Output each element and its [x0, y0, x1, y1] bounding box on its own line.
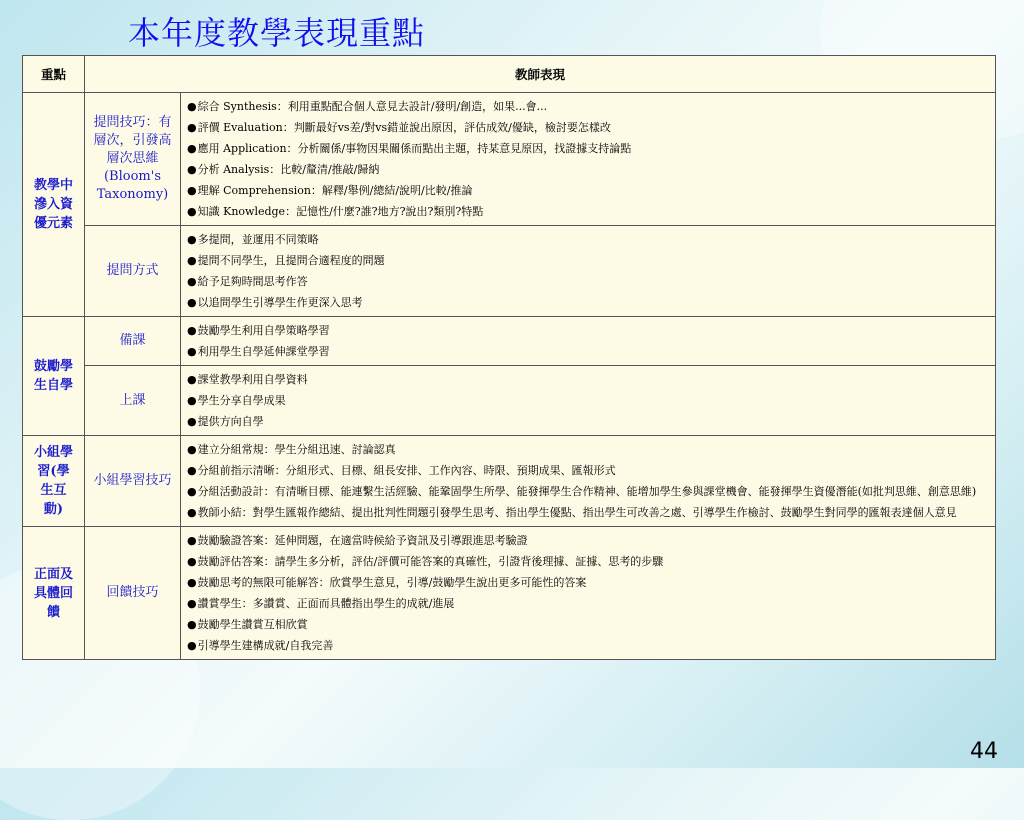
list-item [187, 99, 989, 114]
table-row [23, 366, 996, 436]
list-item [187, 617, 989, 632]
category-label: 小組學習(學生互動) [33, 445, 73, 517]
bullet-icon: ● [187, 639, 197, 652]
subcategory-cell: 備課 [85, 317, 181, 366]
list-item-text: 教師小結：對學生匯報作總結、提出批判性問題引發學生思考、指出學生優點、指出學生可改善之處、引導學生作檢討、鼓勵學生對同學的匯報表達個人意見 [197, 506, 957, 519]
bullet-icon: ● [187, 394, 197, 407]
list-item [187, 295, 989, 310]
list-item-text: 評價 Evaluation：判斷最好vs差/對vs錯並說出原因，評估成效/優缺，檢討要怎樣改 [197, 121, 611, 134]
bullet-icon: ● [187, 121, 197, 134]
list-item [187, 204, 989, 219]
table-row [23, 93, 996, 226]
list-item-text: 應用 Application：分析關係/事物因果關係而點出主題，持某意見原因，找證據支持論點 [197, 142, 632, 155]
list-item-text: 給予足夠時間思考作答 [197, 275, 308, 288]
header-teacher-performance: 教師表現 [85, 56, 996, 93]
list-item-text: 分組活動設計：有清晰目標、能連繫生活經驗、能鞏固學生所學、能發揮學生合作精神、能增加學生參與課堂機會、能發揮學生資優潛能(如批判思維、創意思維) [197, 485, 977, 498]
performance-items-cell [181, 93, 996, 226]
list-item-text: 提供方向自學 [197, 415, 264, 428]
bullet-icon: ● [187, 345, 197, 358]
page-number: 44 [970, 739, 998, 764]
bullet-icon: ● [187, 205, 197, 218]
bullet-icon: ● [187, 324, 197, 337]
category-label: 教學中滲入資優元素 [33, 178, 73, 231]
table-row [23, 436, 996, 527]
list-item-text: 鼓勵驗證答案：延伸問題，在適當時候給予資訊及引導跟進思考驗證 [197, 534, 528, 547]
list-item-text: 鼓勵思考的無限可能解答：欣賞學生意見，引導/鼓勵學生說出更多可能性的答案 [197, 576, 587, 589]
list-item [187, 442, 989, 457]
table-body [23, 93, 996, 660]
list-item [187, 274, 989, 289]
list-item [187, 638, 989, 653]
bullet-icon: ● [187, 485, 197, 498]
performance-items-cell [181, 366, 996, 436]
subcategory-cell: 提問方式 [85, 226, 181, 317]
list-item-text: 鼓勵學生讚賞互相欣賞 [197, 618, 308, 631]
bullet-icon: ● [187, 415, 197, 428]
subcategory-cell: 小組學習技巧 [85, 436, 181, 527]
list-item [187, 484, 989, 499]
list-item [187, 533, 989, 548]
list-item [187, 505, 989, 520]
bullet-icon: ● [187, 373, 197, 386]
list-item [187, 414, 989, 429]
list-item [187, 344, 989, 359]
subcategory-cell: 上課 [85, 366, 181, 436]
list-item-text: 課堂教學利用自學資料 [197, 373, 308, 386]
list-item-text: 建立分組常規：學生分組迅速、討論認真 [197, 443, 396, 456]
bullet-icon: ● [187, 233, 197, 246]
bullet-icon: ● [187, 555, 197, 568]
header-focus: 重點 [23, 56, 85, 93]
category-cell [23, 436, 85, 527]
list-item [187, 323, 989, 338]
bullet-icon: ● [187, 618, 197, 631]
bullet-icon: ● [187, 464, 197, 477]
bullet-icon: ● [187, 254, 197, 267]
category-cell [23, 317, 85, 436]
category-cell [23, 527, 85, 660]
subcategory-cell: 回饋技巧 [85, 527, 181, 660]
list-item-text: 理解 Comprehension：解釋/舉例/總結/說明/比較/推論 [197, 184, 473, 197]
list-item [187, 596, 989, 611]
table-row [23, 317, 996, 366]
list-item-text: 分組前指示清晰：分組形式、目標、組長安排、工作內容、時限、預期成果、匯報形式 [197, 464, 616, 477]
page-title: 本年度教學表現重點 [128, 14, 426, 52]
table-header-row [23, 56, 996, 93]
bullet-icon: ● [187, 534, 197, 547]
teaching-focus-table [22, 55, 996, 660]
list-item [187, 253, 989, 268]
list-item-text: 多提問，並運用不同策略 [197, 233, 319, 246]
list-item [187, 232, 989, 247]
bullet-icon: ● [187, 506, 197, 519]
list-item [187, 183, 989, 198]
bullet-icon: ● [187, 100, 197, 113]
list-item-text: 綜合 Synthesis：利用重點配合個人意見去設計/發明/創造，如果...會... [197, 100, 548, 113]
category-cell [23, 93, 85, 317]
list-item-text: 鼓勵評估答案：請學生多分析，評估/評價可能答案的真確性，引證背後理據、証據、思考的步驟 [197, 555, 664, 568]
bullet-icon: ● [187, 275, 197, 288]
list-item [187, 162, 989, 177]
list-item [187, 372, 989, 387]
list-item [187, 554, 989, 569]
list-item-text: 讚賞學生：多讚賞、正面而具體指出學生的成就/進展 [197, 597, 455, 610]
subcategory-cell: 提問技巧：有層次，引發高層次思維(Bloom's Taxonomy) [85, 93, 181, 226]
list-item-text: 鼓勵學生利用自學策略學習 [197, 324, 330, 337]
list-item-text: 提問不同學生，且提問合適程度的問題 [197, 254, 385, 267]
list-item [187, 393, 989, 408]
bullet-icon: ● [187, 142, 197, 155]
list-item [187, 463, 989, 478]
list-item [187, 141, 989, 156]
list-item-text: 引導學生建構成就/自我完善 [197, 639, 334, 652]
bullet-icon: ● [187, 597, 197, 610]
bullet-icon: ● [187, 163, 197, 176]
bullet-icon: ● [187, 184, 197, 197]
list-item-text: 利用學生自學延伸課堂學習 [197, 345, 330, 358]
performance-items-cell [181, 436, 996, 527]
list-item-text: 分析 Analysis：比較/釐清/推敲/歸納 [197, 163, 380, 176]
performance-items-cell [181, 527, 996, 660]
table-row [23, 226, 996, 317]
category-label: 正面及具體回饋 [33, 566, 73, 620]
list-item [187, 120, 989, 135]
list-item-text: 以追問學生引導學生作更深入思考 [197, 296, 363, 309]
bullet-icon: ● [187, 296, 197, 309]
table-row [23, 527, 996, 660]
performance-items-cell [181, 317, 996, 366]
performance-items-cell [181, 226, 996, 317]
list-item-text: 知識 Knowledge：記憶性/什麼?誰?地方?說出?類別?特點 [197, 205, 484, 218]
category-label: 鼓勵學生自學 [33, 359, 73, 393]
list-item [187, 575, 989, 590]
bullet-icon: ● [187, 443, 197, 456]
list-item-text: 學生分享自學成果 [197, 394, 286, 407]
bullet-icon: ● [187, 576, 197, 589]
